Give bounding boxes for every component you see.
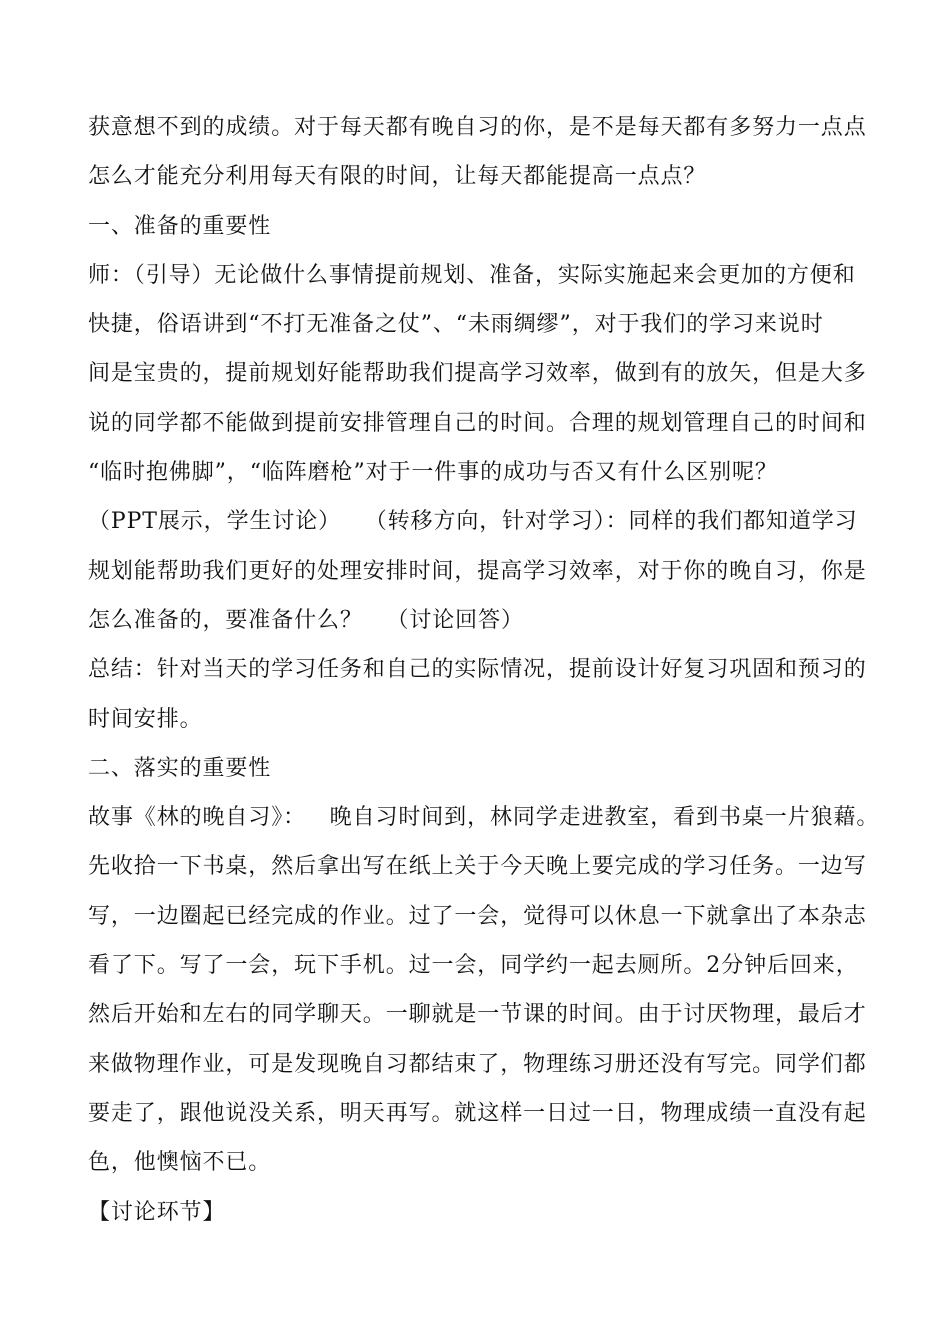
- text-line: 怎么才能充分利用每天有限的时间，让每天都能提高一点点？: [88, 164, 707, 190]
- text-line: 间是宝贵的，提前规划好能帮助我们提高学习效率，做到有的放矢，但是大多: [88, 361, 867, 387]
- text-line: “临时抱佛脚”，“临阵磨枪”对于一件事的成功与否又有什么区别呢？: [88, 460, 778, 486]
- text-line: 规划能帮助我们更好的处理安排时间，提高学习效率，对于你的晚自习，你是: [88, 558, 867, 584]
- section-heading: 二、落实的重要性: [88, 755, 272, 781]
- text-line: 快捷，俗语讲到“不打无准备之仗”、“未雨绸缪”，对于我们的学习来说时: [88, 312, 824, 338]
- text-line: 然后开始和左右的同学聊天。一聊就是一节课的时间。由于讨厌物理，最后才: [88, 1002, 867, 1028]
- text-line: 来做物理作业，可是发现晚自习都结束了，物理练习册还没有写完。同学们都: [88, 1051, 867, 1077]
- section-heading: 一、准备的重要性: [88, 213, 272, 239]
- text-line: 获意想不到的成绩。对于每天都有晚自习的你，是不是每天都有多努力一点点: [88, 115, 867, 140]
- text-line: 写，一边圈起已经完成的作业。过了一会，觉得可以休息一下就拿出了本杂志: [88, 903, 867, 929]
- discussion-heading: 【讨论环节】: [88, 1199, 226, 1225]
- text-line: （PPT展示，学生讨论） （转移方向，针对学习）：同样的我们都知道学习: [88, 509, 858, 535]
- text-line: 色，他懊恼不已。: [88, 1150, 272, 1176]
- text-line: 故事《林的晚自习》： 晚自习时间到，林同学走进教室，看到书桌一片狼藉。: [88, 805, 880, 831]
- text-line: 怎么准备的，要准备什么？ （讨论回答）: [88, 607, 524, 633]
- text-line: 看了下。写了一会，玩下手机。过一会，同学约一起去厕所。2分钟后回来，: [88, 953, 859, 979]
- text-line: 说的同学都不能做到提前安排管理自己的时间。合理的规划管理自己的时间和: [88, 410, 867, 436]
- text-line: 要走了，跟他说没关系，明天再写。就这样一日过一日，物理成绩一直没有起: [88, 1100, 867, 1126]
- document-body: [88, 103, 878, 1237]
- text-line: 时间安排。: [88, 706, 203, 732]
- text-line: 总结：针对当天的学习任务和自己的实际情况，提前设计好复习巩固和预习的: [88, 657, 867, 683]
- text-line: 师：（引导）无论做什么事情提前规划、准备，实际实施起来会更加的方便和: [88, 262, 856, 288]
- text-line: 先收拾一下书桌，然后拿出写在纸上关于今天晚上要完成的学习任务。一边写: [88, 854, 867, 880]
